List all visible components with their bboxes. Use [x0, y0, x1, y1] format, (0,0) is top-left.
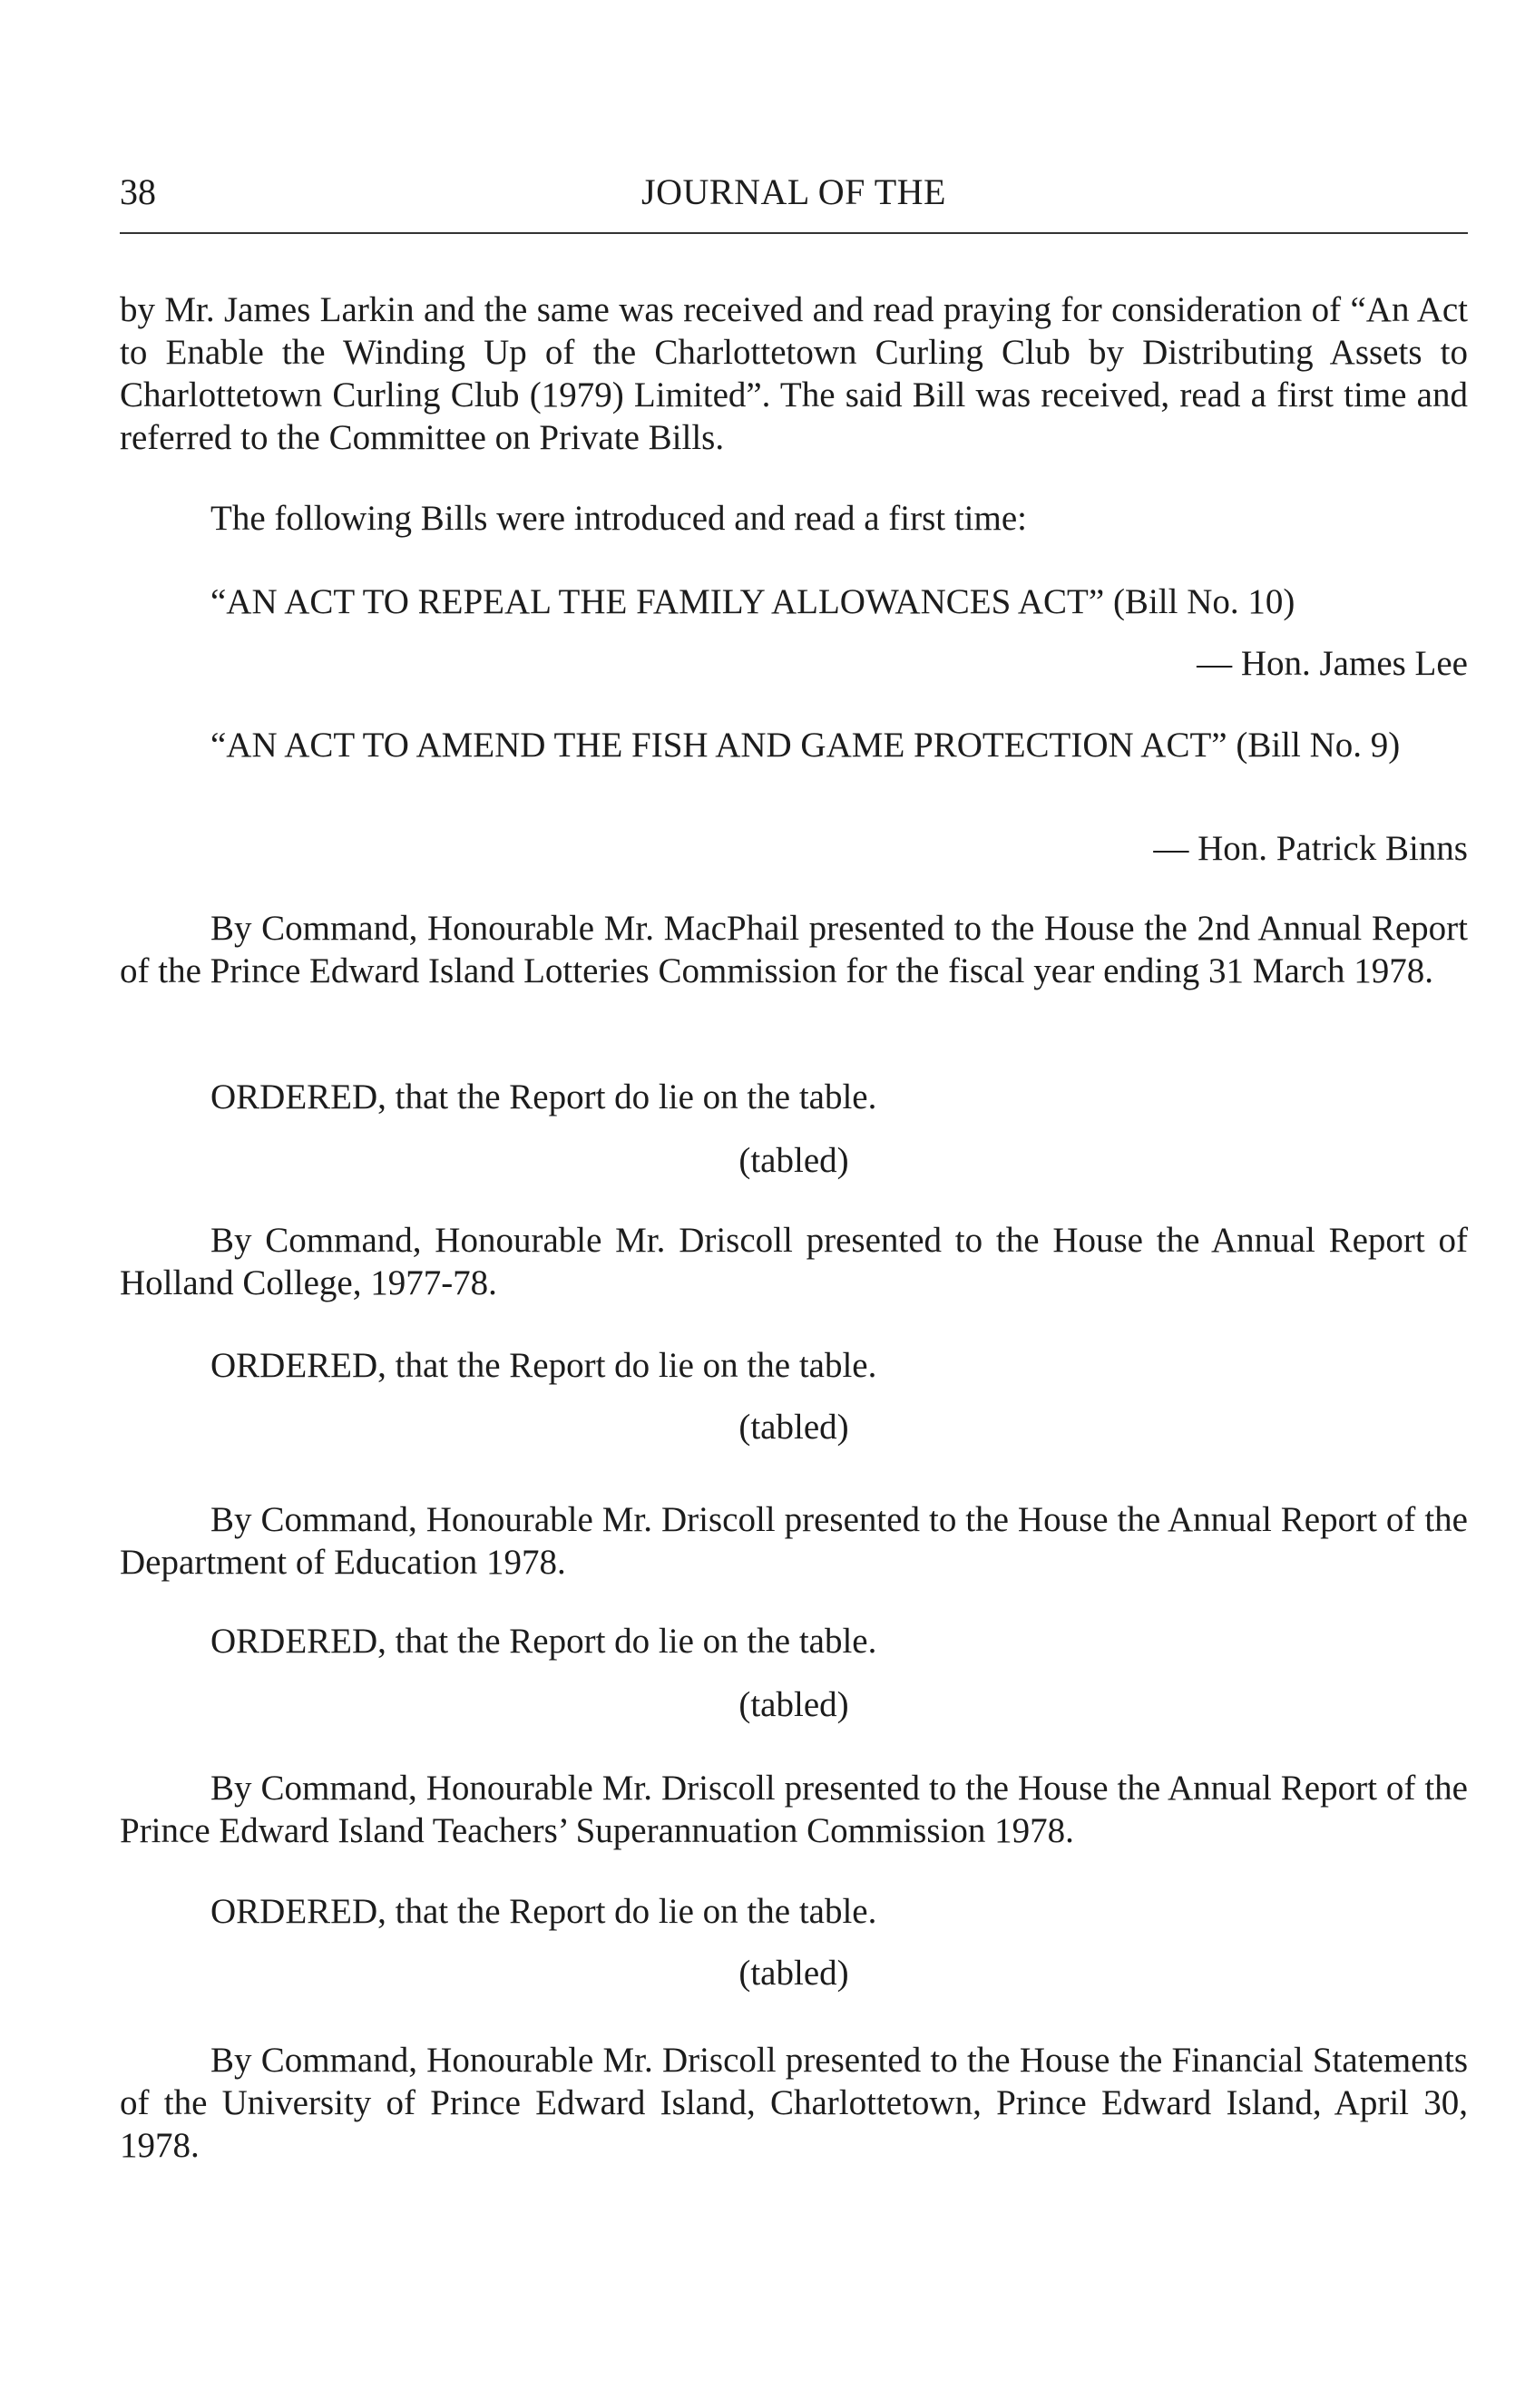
tabled-1: (tabled)	[738, 1141, 849, 1180]
ordered-3: ORDERED, that the Report do lie on the table.	[210, 1622, 877, 1661]
ordered-4: ORDERED, that the Report do lie on the table.	[210, 1892, 877, 1931]
paragraph-macphail-lotteries: By Command, Honourable Mr. MacPhail presented to the House the 2nd Annual Report of the Prince Edward Island Lotteries Commission for the fiscal year ending 31 March 1978.	[120, 909, 1468, 990]
tabled-3: (tabled)	[738, 1685, 849, 1724]
tabled-4: (tabled)	[738, 1954, 849, 1993]
header-rule	[120, 232, 1468, 234]
paragraph-teachers-superannuation: By Command, Honourable Mr. Driscoll presented to the House the Annual Report of the Prince Edward Island Teachers’ Superannuation Commission 1978.	[120, 1769, 1468, 1850]
tabled-2: (tabled)	[738, 1408, 849, 1447]
running-title: JOURNAL OF THE	[641, 171, 946, 212]
ordered-2: ORDERED, that the Report do lie on the table.	[210, 1346, 877, 1385]
bill-2-title: “AN ACT TO AMEND THE FISH AND GAME PROTECTION ACT” (Bill No. 9)	[210, 726, 1401, 765]
paragraph-holland-college: By Command, Honourable Mr. Driscoll presented to the House the Annual Report of Holland College, 1977-78.	[120, 1221, 1468, 1302]
bill-2-sponsor: — Hon. Patrick Binns	[1153, 829, 1468, 868]
ordered-1: ORDERED, that the Report do lie on the table.	[210, 1077, 877, 1116]
paragraph-education: By Command, Honourable Mr. Driscoll presented to the House the Annual Report of the Department of Education 1978.	[120, 1500, 1468, 1582]
paragraph-bills-intro: The following Bills were introduced and read a first time:	[210, 499, 1027, 538]
bill-1-title: “AN ACT TO REPEAL THE FAMILY ALLOWANCES ACT” (Bill No. 10)	[210, 582, 1295, 621]
paragraph-upei-financial: By Command, Honourable Mr. Driscoll presented to the House the Financial Statements of the University of Prince Edward Island, Charlottetown, Prince Edward Island, April 30, 1978.	[120, 2041, 1468, 2165]
bill-1-sponsor: — Hon. James Lee	[1197, 644, 1468, 683]
page-header	[120, 171, 1468, 219]
paragraph-larkin: by Mr. James Larkin and the same was received and read praying for consideration of “An Act to Enable the Winding Up of the Charlottetown Curling Club by Distributing Assets to Charlottetown Curling Club (1979) Limited”. The said Bill was received, read a first time and referred to the Committee on Private Bills.	[120, 290, 1468, 457]
page-number: 38	[120, 171, 156, 212]
